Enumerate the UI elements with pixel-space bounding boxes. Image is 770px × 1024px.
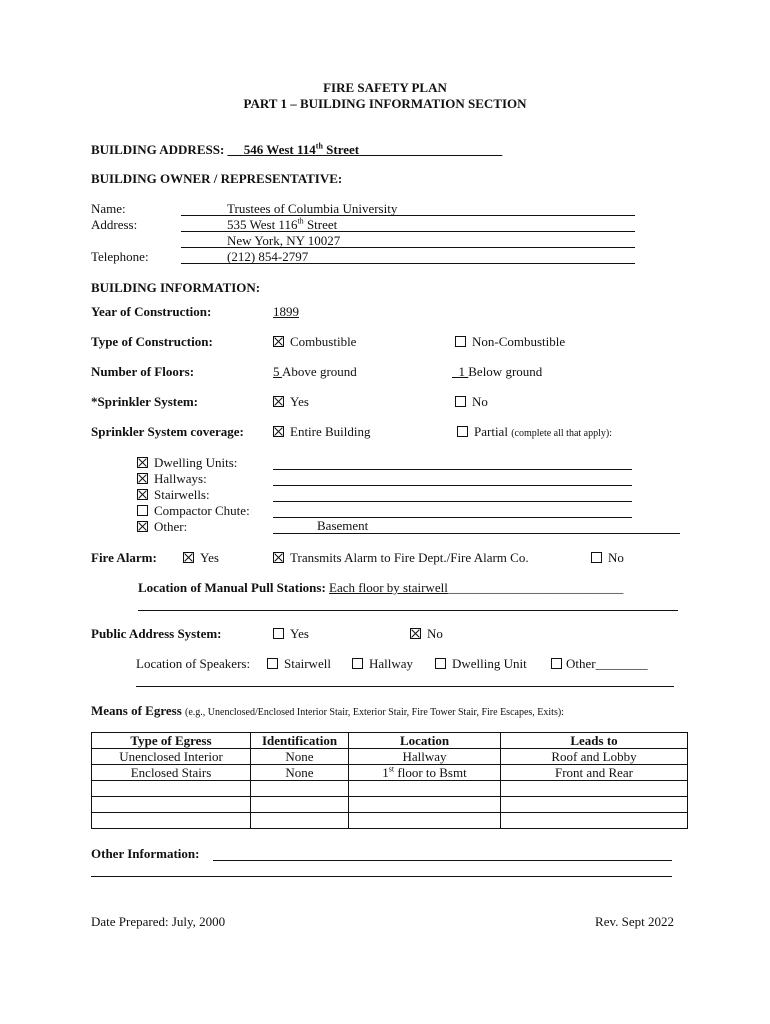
pull-stations-line-2[interactable] [138,610,678,611]
sprinkler-yes-label: Yes [290,394,309,409]
egress-cell[interactable] [501,781,688,797]
year-value[interactable]: 1899 [273,304,299,319]
transmits-alarm-label: Transmits Alarm to Fire Dept./Fire Alarm Co. [290,550,529,565]
egress-cell[interactable] [251,813,349,829]
dwelling-units-line[interactable] [273,469,632,470]
pull-stations-row [138,580,623,596]
table-row [92,797,688,813]
compactor-chute-checkbox[interactable] [137,505,148,516]
owner-name-value[interactable]: Trustees of Columbia University [227,201,398,216]
public-address-yes-label: Yes [290,626,309,641]
floors-below-value [452,364,468,379]
egress-note: (e.g., Unenclosed/Enclosed Interior Stair, Exterior Stair, Fire Tower Stair, Fire Escapes, Exits): [185,707,564,718]
other-label: Other: [154,519,188,534]
public-address-no-label: No [427,626,443,641]
pull-stations-trailer: ___________________________ [447,580,624,595]
owner-telephone-label: Telephone: [91,249,149,264]
sprinkler-label: *Sprinkler System: [91,394,199,409]
egress-cell[interactable] [251,781,349,797]
address-street: 546 West 114 [243,142,316,157]
sprinkler-no-checkbox[interactable] [455,396,466,407]
egress-cell[interactable]: Hallway [349,749,501,765]
speakers-other-trailer: ________ [595,656,648,671]
stairwells-checkbox[interactable] [137,489,148,500]
coverage-entire-checkbox[interactable] [273,426,284,437]
owner-heading: BUILDING OWNER / REPRESENTATIVE: [91,171,343,186]
building-address-label: BUILDING ADDRESS: [91,142,225,157]
speakers-dwelling-label: Dwelling Unit [452,656,527,671]
speakers-dwelling-checkbox[interactable] [435,658,446,669]
egress-cell[interactable] [349,813,501,829]
owner-address1-sup: th [297,216,304,226]
fire-alarm-label: Fire Alarm: [91,550,157,565]
egress-cell-location-sup[interactable]: 1st floor to Bsmt [349,765,501,781]
address-street-suffix: Street [322,142,360,157]
owner-telephone-value[interactable]: (212) 854-2797 [227,249,309,264]
public-address-no-checkbox[interactable] [410,628,421,639]
fire-alarm-yes-checkbox[interactable] [183,552,194,563]
owner-address1-suffix: Street [303,217,338,232]
owner-address1-value[interactable] [227,217,337,233]
date-prepared: Date Prepared: July, 2000 [91,914,226,929]
owner-address2-value[interactable]: New York, NY 10027 [227,233,341,248]
building-info-heading: BUILDING INFORMATION: [91,280,261,295]
egress-cell[interactable] [251,797,349,813]
pull-stations-label: Location of Manual Pull Stations: [138,580,326,595]
egress-header-row [92,733,688,749]
egress-label: Means of Egress [91,703,182,718]
egress-cell[interactable] [92,813,251,829]
egress-cell[interactable]: None [251,749,349,765]
construction-type-label: Type of Construction: [91,334,213,349]
fire-alarm-no-label: No [608,550,624,565]
dwelling-units-checkbox[interactable] [137,457,148,468]
document-title: FIRE SAFETY PLAN [323,80,447,95]
floors-below-number: 1 [458,364,469,379]
other-value: Basement [317,518,369,533]
address-street-sup: th [315,141,323,151]
floors-label: Number of Floors: [91,364,195,379]
egress-cell[interactable] [349,797,501,813]
coverage-partial-note: (complete all that apply): [511,428,612,439]
egress-col-type: Type of Egress [92,733,251,749]
combustible-label: Combustible [290,334,357,349]
speakers-hallway-checkbox[interactable] [352,658,363,669]
egress-cell[interactable]: Roof and Lobby [501,749,688,765]
hallways-line[interactable] [273,485,632,486]
hallways-checkbox[interactable] [137,473,148,484]
table-row [92,781,688,797]
floors-below-text: Below ground [468,364,543,379]
coverage-partial-checkbox[interactable] [457,426,468,437]
building-address-row [91,142,502,158]
other-checkbox[interactable] [137,521,148,532]
speakers-hallway-label: Hallway [369,656,414,671]
egress-cell[interactable]: Unenclosed Interior [92,749,251,765]
egress-cell[interactable] [92,797,251,813]
speakers-label: Location of Speakers: [136,656,251,671]
coverage-label: Sprinkler System coverage: [91,424,244,439]
public-address-yes-checkbox[interactable] [273,628,284,639]
transmits-alarm-checkbox[interactable] [273,552,284,563]
egress-col-leads-to: Leads to [501,733,688,749]
other-info-label: Other Information: [91,846,200,861]
floors-below[interactable] [452,364,542,380]
egress-col-location: Location [349,733,501,749]
speakers-other-text: Other [566,656,596,671]
floors-above[interactable] [273,364,357,380]
fire-alarm-no-checkbox[interactable] [591,552,602,563]
floors-above-text: Above ground [282,364,357,379]
egress-cell[interactable]: Enclosed Stairs [92,765,251,781]
combustible-checkbox[interactable] [273,336,284,347]
public-address-label: Public Address System: [91,626,222,641]
coverage-partial-text: Partial [474,424,508,439]
egress-cell[interactable] [501,797,688,813]
address-trailer: ______________________ [359,142,503,157]
other-info-line-1[interactable] [213,860,672,861]
egress-cell[interactable] [349,781,501,797]
speakers-other-label [566,656,648,672]
dwelling-units-label: Dwelling Units: [154,455,238,470]
speakers-stairwell-checkbox[interactable] [267,658,278,669]
table-row [92,765,688,781]
egress-cell[interactable]: Front and Rear [501,765,688,781]
egress-cell[interactable]: None [251,765,349,781]
speakers-other-checkbox[interactable] [551,658,562,669]
fire-alarm-yes-label: Yes [200,550,219,565]
year-label: Year of Construction: [91,304,212,319]
document-subtitle: PART 1 – BUILDING INFORMATION SECTION [243,96,527,111]
egress-table [91,732,688,829]
floors-above-value: 5 [273,364,283,379]
stairwells-line[interactable] [273,501,632,502]
non-combustible-checkbox[interactable] [455,336,466,347]
sprinkler-yes-checkbox[interactable] [273,396,284,407]
sprinkler-no-label: No [472,394,488,409]
compactor-chute-label: Compactor Chute: [154,503,250,518]
coverage-partial-label [474,424,612,440]
coverage-entire-label: Entire Building [290,424,371,439]
non-combustible-label: Non-Combustible [472,334,566,349]
hallways-label: Hallways: [154,471,207,486]
revision: Rev. Sept 2022 [595,914,674,929]
speakers-stairwell-label: Stairwell [284,656,331,671]
table-row [92,749,688,765]
building-address-value[interactable] [228,142,503,157]
owner-address-label: Address: [91,217,138,232]
owner-name-label: Name: [91,201,126,216]
table-row [92,813,688,829]
egress-heading [91,703,564,719]
address-prefix: __ [227,142,244,157]
egress-cell[interactable] [92,781,251,797]
owner-address1-street: 535 West 116 [227,217,298,232]
egress-col-identification: Identification [251,733,349,749]
stairwells-label: Stairwells: [154,487,210,502]
egress-cell[interactable] [501,813,688,829]
pull-stations-value[interactable]: Each floor by stairwell [329,580,448,595]
other-info-line-2[interactable] [91,876,672,877]
speakers-line-2[interactable] [136,686,674,687]
